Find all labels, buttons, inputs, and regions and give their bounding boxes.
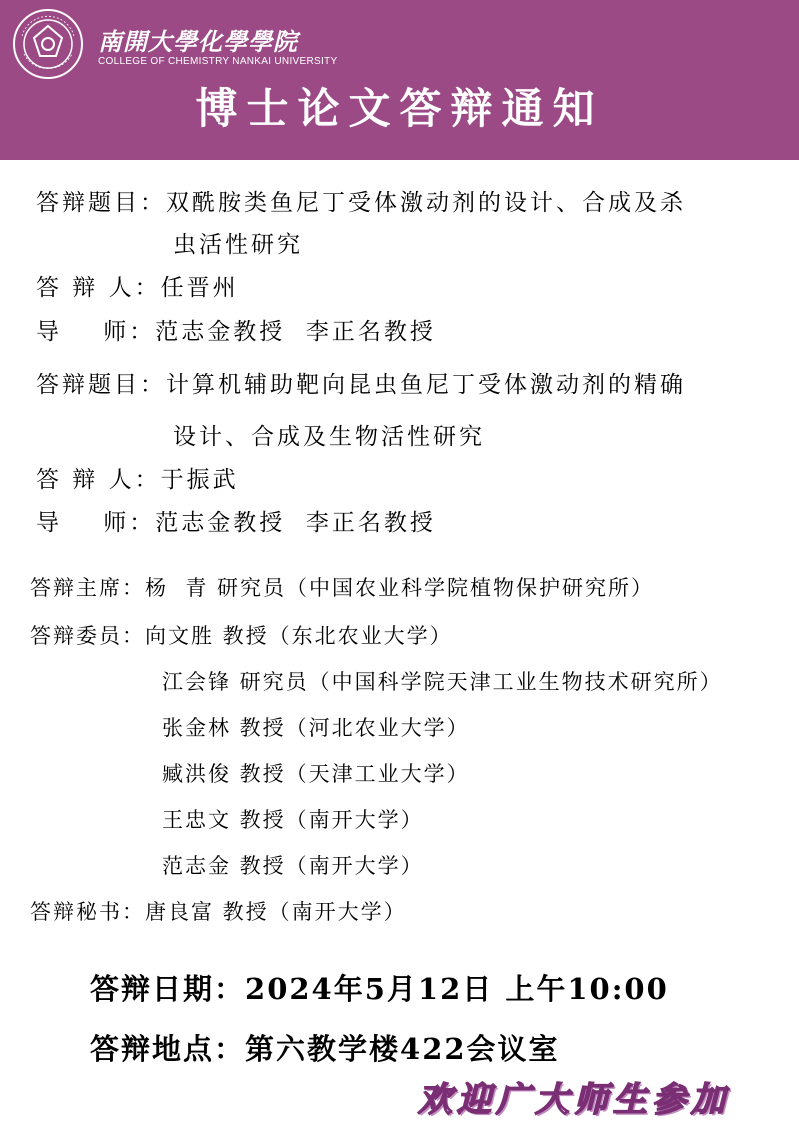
defense2-topic-row bbox=[36, 366, 686, 399]
defense2-person-row bbox=[36, 461, 239, 494]
college-seal-icon bbox=[12, 8, 84, 80]
member-5: 王忠文 教授（南开大学） bbox=[162, 808, 424, 832]
defense1-topic-label: 答辩题目： bbox=[36, 190, 166, 216]
defense2-person: 于振武 bbox=[160, 467, 239, 493]
defense2-advisor-row bbox=[36, 504, 436, 537]
date: 2024年5月12日 上午10:00 bbox=[245, 972, 669, 1006]
member-1: 向文胜 教授（东北农业大学） bbox=[145, 624, 453, 648]
committee-members-row bbox=[30, 620, 453, 650]
defense-date-row bbox=[90, 967, 669, 1008]
welcome-slogan: 欢迎广大师生参加 bbox=[418, 1080, 730, 1120]
defense1-person: 任晋州 bbox=[160, 275, 239, 301]
committee-secretary-row bbox=[30, 896, 407, 926]
college-name-en: COLLEGE OF CHEMISTRY NANKAI UNIVERSITY bbox=[98, 56, 338, 67]
date-label: 答辩日期： bbox=[90, 972, 246, 1006]
place: 第六教学楼422会议室 bbox=[245, 1032, 560, 1066]
defense1-person-label: 答 辩 人： bbox=[36, 275, 161, 301]
defense1-topic-row bbox=[36, 184, 686, 217]
member-2: 江会锋 研究员（中国科学院天津工业生物技术研究所） bbox=[162, 670, 723, 694]
member-3: 张金林 教授（河北农业大学） bbox=[162, 716, 470, 740]
defense1-advisors: 范志金教授 李正名教授 bbox=[155, 319, 436, 345]
place-label: 答辩地点： bbox=[90, 1032, 246, 1066]
defense1-topic-line1: 双酰胺类鱼尼丁受体激动剂的设计、合成及杀 bbox=[166, 190, 686, 216]
secretary: 唐良富 教授（南开大学） bbox=[145, 900, 407, 924]
defense2-topic-line2: 设计、合成及生物活性研究 bbox=[173, 424, 485, 450]
defense1-topic-line2: 虫活性研究 bbox=[173, 232, 303, 258]
defense1-person-row bbox=[36, 269, 239, 302]
header-band bbox=[0, 0, 799, 160]
member-6: 范志金 教授（南开大学） bbox=[162, 854, 424, 878]
defense2-advisors: 范志金教授 李正名教授 bbox=[155, 510, 436, 536]
defense2-advisor-label: 导 师： bbox=[36, 510, 156, 536]
defense1-advisor-label: 导 师： bbox=[36, 319, 156, 345]
page-title: 博士论文答辩通知 bbox=[195, 84, 604, 133]
committee-chair-row bbox=[30, 572, 654, 602]
college-name-cn: 南開大學化學學院 bbox=[98, 27, 298, 56]
secretary-label: 答辩秘书： bbox=[30, 900, 145, 924]
defense2-person-label: 答 辩 人： bbox=[36, 467, 161, 493]
members-label: 答辩委员： bbox=[30, 624, 145, 648]
chair: 杨 青 研究员（中国农业科学院植物保护研究所） bbox=[145, 576, 655, 600]
defense2-topic-line1: 计算机辅助靶向昆虫鱼尼丁受体激动剂的精确 bbox=[166, 372, 686, 398]
member-4: 臧洪俊 教授（天津工业大学） bbox=[162, 762, 470, 786]
defense-place-row bbox=[90, 1027, 560, 1068]
defense1-advisor-row bbox=[36, 313, 436, 346]
chair-label: 答辩主席： bbox=[30, 576, 145, 600]
defense2-topic-label: 答辩题目： bbox=[36, 372, 166, 398]
